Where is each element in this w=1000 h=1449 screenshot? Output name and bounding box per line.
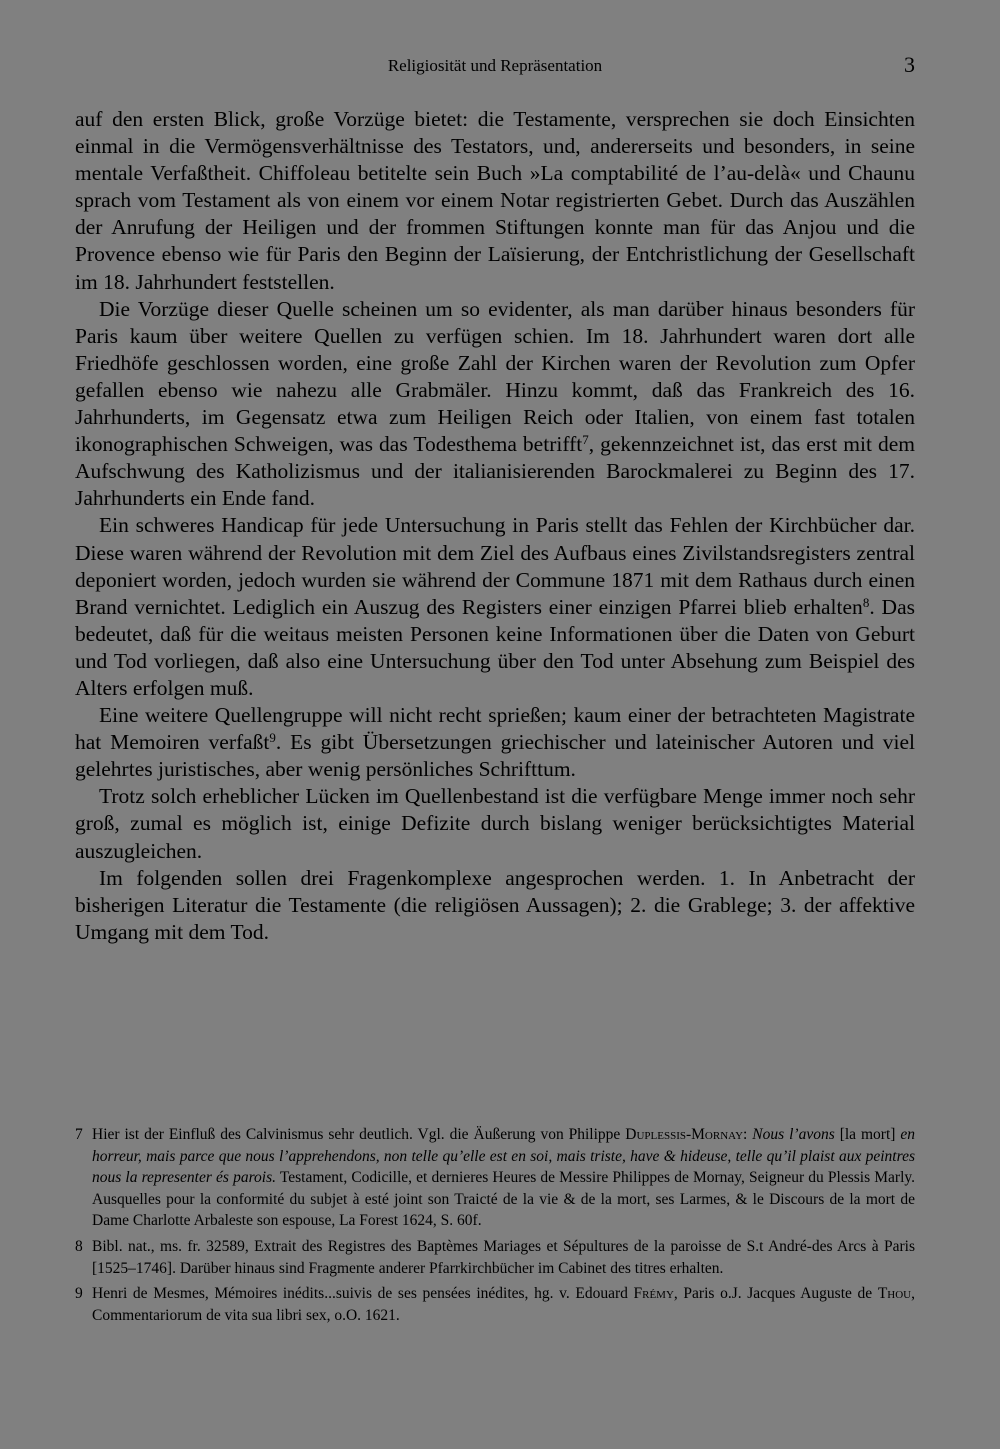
paragraph-2-text-a: Die Vorzüge dieser Quelle scheinen um so evidenter, als man darüber hinaus besonders für Paris kaum über weitere Quellen zu verfügen schien. Im 18. Jahrhundert waren dort alle Friedhöfe geschlossen worden, eine große Zahl der Kirchen waren der Revolution zum Opfer gefallen ebenso wie nahezu alle Grabmäler. Hinzu kommt, daß das Frankreich des 16. Jahrhunderts, im Gegensatz etwa zum Heiligen Reich oder Italien, von einem fast totalen ikonographischen Schweigen, was das Todesthema betrifft	[75, 296, 915, 457]
footnote-8-text: Bibl. nat., ms. fr. 32589, Extrait des Registres des Baptèmes Mariages et Sépultures de la paroisse de S.t André-des Arcs à Paris [1525–1746]. Darüber hinaus sind Fragmente anderer Pfarrkirchbücher im Cabinet des titres erhalten.	[92, 1237, 915, 1277]
footnote-ref-7[interactable]: 7	[582, 432, 589, 448]
footnote-9-text-a: Henri de Mesmes, Mémoires inédits...suivis de ses pensées inédites, hg. v. Edouard	[92, 1285, 634, 1303]
footnote-number-7: 7	[75, 1126, 83, 1143]
footnote-ref-9[interactable]: 9	[269, 730, 276, 746]
footnote-9-author-1: Frémy	[633, 1285, 674, 1303]
footnote-7-text-c: Testament, Codicille, et dernieres Heures de Messire Philippes de Mornay, Seigneur du Plessis Marly. Ausquelles pour la conformité du subjet à esté joint son Traicté de la vie & de la mort, ses Larmes, & le Discours de la mort de Dame Charlotte Arbaleste son espouse, La Forest 1624, S. 60f.	[92, 1169, 915, 1230]
main-text	[75, 106, 915, 946]
footnote-8	[75, 1236, 915, 1279]
footnote-7	[75, 1124, 915, 1232]
footnote-7-author: Duplessis-Mornay	[625, 1126, 744, 1143]
paragraph-3-text-a: Ein schweres Handicap für jede Untersuchung in Paris stellt das Fehlen der Kirchbücher dar. Diese waren während der Revolution mit dem Ziel des Aufbaus eines Zivilstandsregisters zentral deponiert worden, jedoch wurden sie während der Commune 1871 mit dem Rathaus durch einen Brand vernichtet. Lediglich ein Auszug des Registers einer einzigen Pfarrei blieb erhalten	[75, 513, 915, 619]
footnote-9-text-b: , Paris o.J. Jacques Auguste de	[673, 1285, 878, 1303]
paragraph-1	[75, 106, 915, 296]
footnote-7-text-a: Hier ist der Einfluß des Calvinismus sehr deutlich. Vgl. die Äußerung von Philippe	[92, 1126, 626, 1143]
running-head	[75, 52, 915, 80]
paragraph-5-text: Trotz solch erheblicher Lücken im Quellenbestand ist die verfügbare Menge immer noch sehr groß, zumal es möglich ist, einige Defizite durch bislang weniger berücksichtigtes Material auszugleichen.	[75, 784, 915, 863]
footnote-9-text-c: , Commentariorum de vita sua libri sex, o.O. 1621.	[92, 1285, 915, 1324]
paragraph-2	[75, 296, 915, 513]
running-title: Religiosität und Repräsentation	[387, 56, 603, 75]
paragraph-1-text: auf den ersten Blick, große Vorzüge bietet: die Testamente, versprechen sie doch Einsichten einmal in die Vermögensverhältnisse des Testators, und, andererseits und besonders, in seine mentale Verfaßtheit. Chiffoleau betitelte sein Buch »La comptabilité de l’au-delà« und Chaunu sprach vom Testament als von einem vor einem Notar registrierten Gebet. Durch das Auszählen der Anrufung der Heiligen und der frommen Stiftungen konnte man für das Anjou und die Provence ebenso wie für Paris den Beginn der Laïsierung, der Entchristlichung der Gesellschaft im 18. Jahrhundert feststellen.	[75, 107, 915, 294]
footnote-7-text-b: [la mort]	[834, 1126, 901, 1143]
paragraph-6-text: Im folgenden sollen drei Fragenkomplexe angesprochen werden. 1. In Anbetracht der bisherigen Literatur die Testamente (die religiösen Aussagen); 2. die Grablege; 3. der affektive Umgang mit dem Tod.	[75, 865, 915, 944]
paragraph-3	[75, 512, 915, 702]
footnotes	[75, 1124, 915, 1330]
page-number: 3	[904, 52, 915, 77]
footnote-7-quote-a: Nous l’avons	[752, 1126, 835, 1143]
paragraph-2-text-b: , gekennzeichnet ist, das erst mit dem Aufschwung des Katholizismus und der italianisierenden Barockmalerei zu Beginn des 17. Jahrhunderts ein Ende fand.	[75, 432, 915, 511]
paragraph-4	[75, 702, 915, 783]
paragraph-3-text-b: . Das bedeutet, daß für die weitaus meisten Personen keine Informationen über die Daten von Geburt und Tod vorliegen, daß also eine Untersuchung über den Tod unter Absehung zum Beispiel des Alters erfolgen muß.	[75, 594, 915, 700]
paragraph-6	[75, 865, 915, 946]
footnote-number-9: 9	[75, 1285, 83, 1303]
footnote-7-colon: :	[743, 1126, 753, 1143]
paragraph-4-text-a: Eine weitere Quellengruppe will nicht recht sprießen; kaum einer der betrachteten Magistrate hat Memoiren verfaßt	[75, 703, 915, 755]
footnote-ref-8[interactable]: 8	[862, 594, 870, 610]
footnote-number-8: 8	[75, 1237, 83, 1255]
footnote-7-quote-b: en horreur, mais parce que nous l’apprehendons, non telle qu’elle est en soi, mais triste, have & hideuse, telle qu’il plaist aux peintres nous la representer és parois.	[92, 1126, 916, 1187]
footnote-9	[75, 1283, 915, 1326]
paragraph-5	[75, 783, 915, 864]
footnote-9-author-2: Thou	[877, 1285, 912, 1303]
paragraph-4-text-b: . Es gibt Übersetzungen griechischer und lateinischer Autoren und viel gelehrtes juristisches, aber wenig persönliches Schrifttum.	[75, 730, 916, 782]
